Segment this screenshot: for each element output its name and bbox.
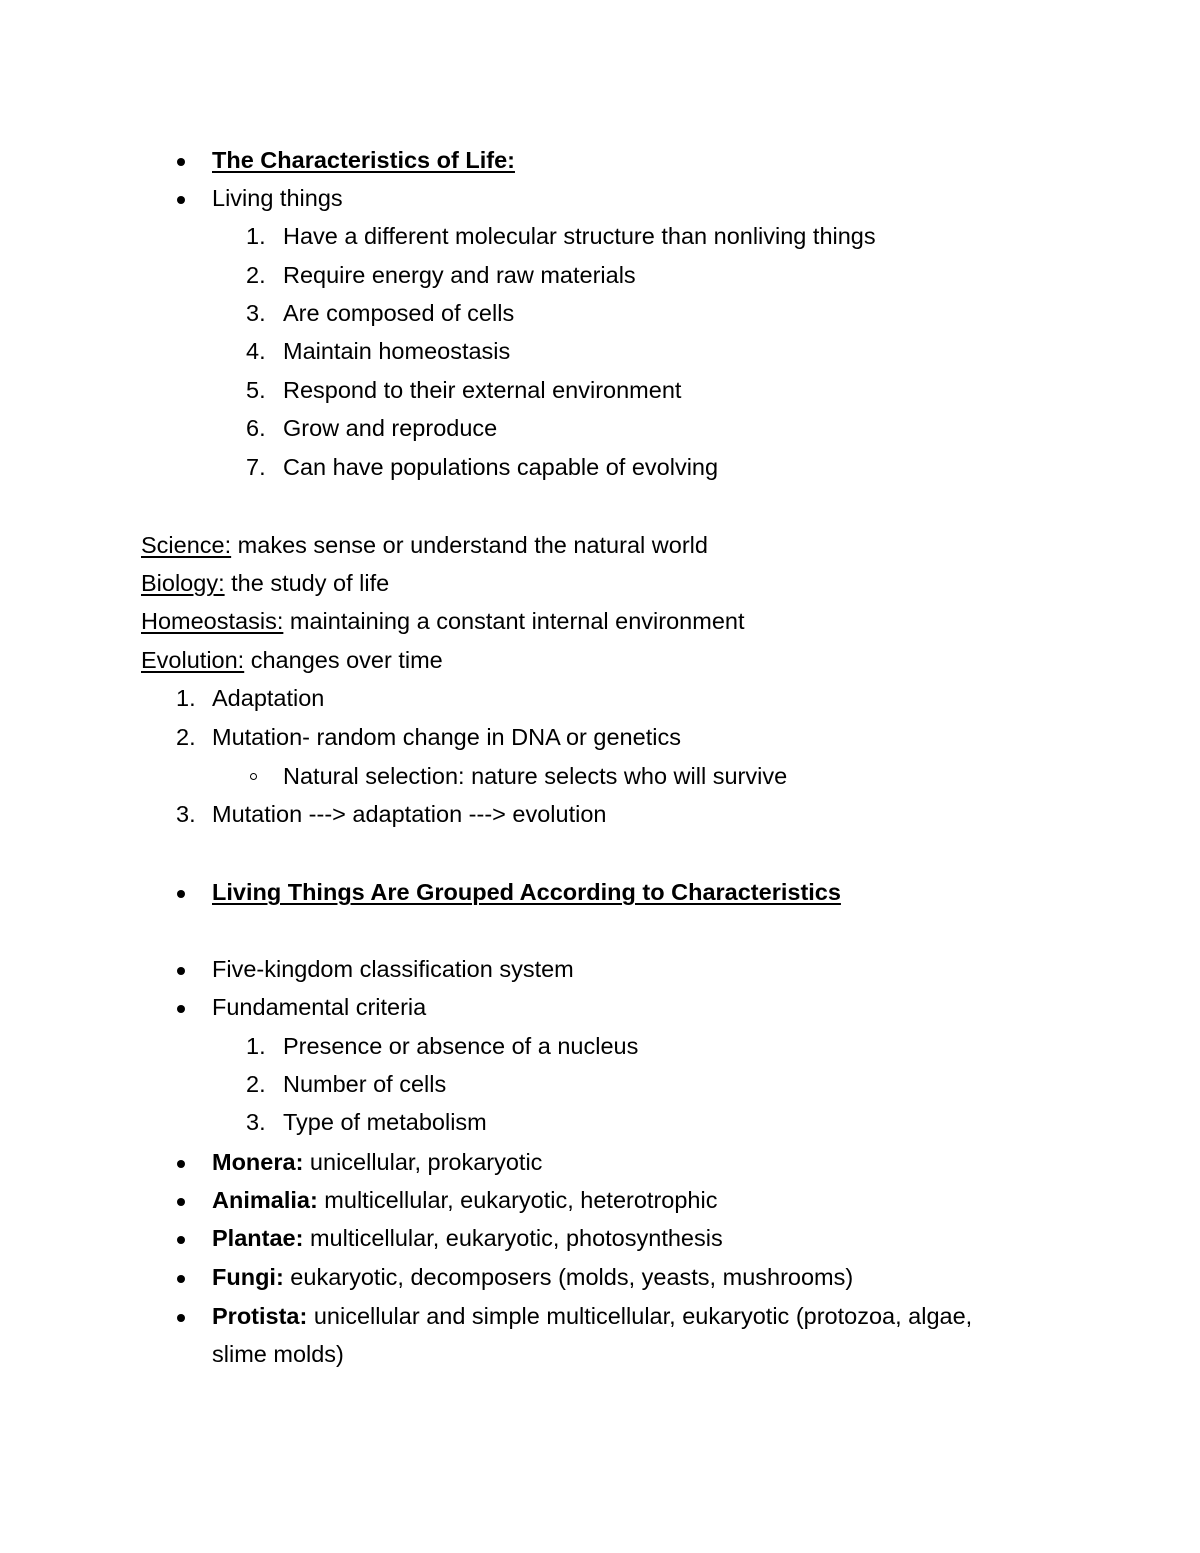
list-item: Have a different molecular structure than nonliving things [283, 223, 876, 249]
bullet-icon [177, 196, 185, 204]
list-item: Require energy and raw materials [283, 262, 636, 288]
bullet-icon [177, 1198, 185, 1206]
bullet-icon [177, 1275, 185, 1283]
kingdom-name: Plantae: [212, 1225, 304, 1251]
list-number: 2. [176, 724, 196, 750]
section-heading-grouping: Living Things Are Grouped According to Characteristics [212, 879, 841, 905]
list-item: Grow and reproduce [283, 415, 498, 441]
list-item: Number of cells [283, 1071, 447, 1097]
definition-biology [141, 568, 389, 598]
list-item: Can have populations capable of evolving [283, 454, 719, 480]
list-item: Presence or absence of a nucleus [283, 1033, 639, 1059]
bullet-icon [177, 1160, 185, 1168]
list-number: 2. [246, 262, 266, 288]
section-heading-characteristics: The Characteristics of Life: [212, 147, 515, 173]
bullet-icon [177, 890, 185, 898]
kingdom-description: multicellular, eukaryotic, photosynthesis [303, 1225, 723, 1251]
list-item: Type of metabolism [283, 1109, 487, 1135]
list-item: Mutation ---> adaptation ---> evolution [212, 801, 607, 827]
definition-science [141, 530, 708, 560]
kingdom-name: Monera: [212, 1149, 304, 1175]
kingdom-monera [212, 1147, 542, 1177]
definition-evolution [141, 645, 443, 675]
definition-text: maintaining a constant internal environment [283, 608, 745, 634]
list-number: 1. [176, 685, 196, 711]
kingdom-description: unicellular, prokaryotic [303, 1149, 543, 1175]
definition-text: the study of life [224, 570, 390, 596]
kingdom-description: multicellular, eukaryotic, heterotrophic [317, 1187, 718, 1213]
kingdom-description: unicellular and simple multicellular, eukaryotic (protozoa, algae, [307, 1303, 973, 1329]
list-number: 3. [176, 801, 196, 827]
list-number: 7. [246, 454, 266, 480]
list-item: Respond to their external environment [283, 377, 682, 403]
list-item: Five-kingdom classification system [212, 956, 574, 982]
list-number: 4. [246, 338, 266, 364]
definition-homeostasis [141, 606, 745, 636]
bullet-icon [177, 1005, 185, 1013]
definition-text: changes over time [244, 647, 443, 673]
list-number: 5. [246, 377, 266, 403]
hollow-bullet-icon [250, 773, 257, 780]
list-number: 2. [246, 1071, 266, 1097]
list-number: 3. [246, 1109, 266, 1135]
list-item: Are composed of cells [283, 300, 515, 326]
definition-term: Homeostasis: [141, 608, 284, 634]
list-item: Fundamental criteria [212, 994, 427, 1020]
definition-term: Biology: [141, 570, 225, 596]
kingdom-protista-continuation: slime molds) [212, 1341, 344, 1367]
sub-list-item: Natural selection: nature selects who will survive [283, 763, 788, 789]
definition-term: Science: [141, 532, 232, 558]
kingdom-description: eukaryotic, decomposers (molds, yeasts, mushrooms) [283, 1264, 854, 1290]
kingdom-animalia [212, 1185, 717, 1215]
kingdom-plantae [212, 1223, 723, 1253]
list-number: 1. [246, 1033, 266, 1059]
list-number: 1. [246, 223, 266, 249]
kingdom-protista [212, 1301, 972, 1331]
bullet-icon [177, 967, 185, 975]
bullet-icon [177, 1236, 185, 1244]
kingdom-fungi [212, 1262, 853, 1292]
list-item: Maintain homeostasis [283, 338, 511, 364]
kingdom-name: Animalia: [212, 1187, 318, 1213]
living-things-label: Living things [212, 185, 343, 211]
list-item: Mutation- random change in DNA or genetics [212, 724, 681, 750]
definition-text: makes sense or understand the natural world [231, 532, 708, 558]
bullet-icon [177, 158, 185, 166]
list-number: 6. [246, 415, 266, 441]
bullet-icon [177, 1314, 185, 1322]
kingdom-name: Protista: [212, 1303, 308, 1329]
list-item: Adaptation [212, 685, 325, 711]
kingdom-name: Fungi: [212, 1264, 284, 1290]
definition-term: Evolution: [141, 647, 245, 673]
list-number: 3. [246, 300, 266, 326]
